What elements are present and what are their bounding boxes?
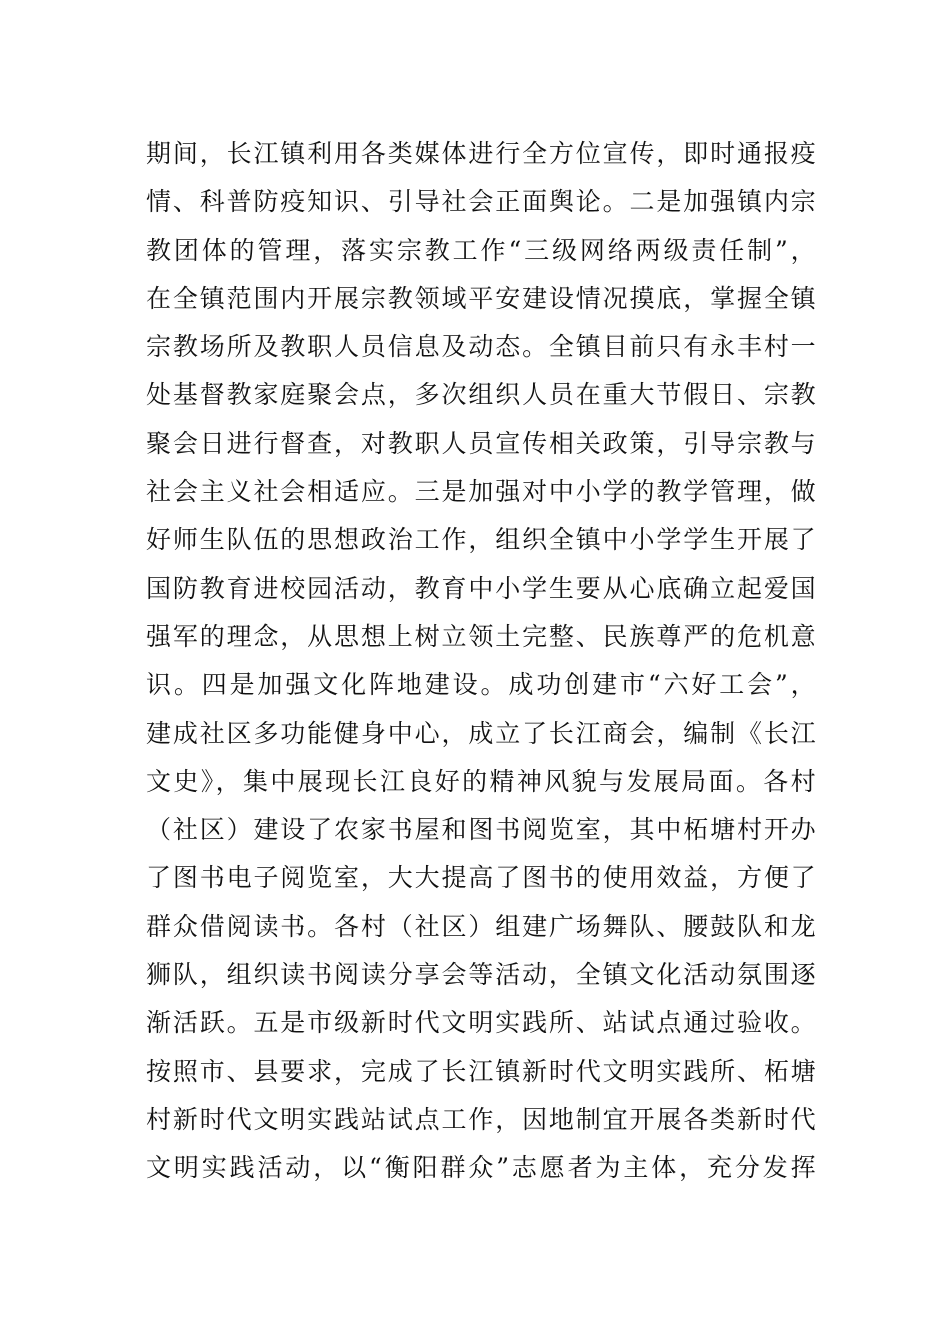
text-line: 了图书电子阅览室，大大提高了图书的使用效益，方便了 [146, 863, 816, 893]
text-line: 情、科普防疫知识、引导社会正面舆论。二是加强镇内宗 [146, 187, 816, 217]
text-line: 识。四是加强文化阵地建设。成功创建市“六好工会”， [146, 670, 816, 700]
text-line: 聚会日进行督查，对教职人员宣传相关政策，引导宗教与 [146, 428, 816, 458]
text-line: 处基督教家庭聚会点，多次组织人员在重大节假日、宗教 [146, 380, 816, 410]
text-line: 宗教场所及教职人员信息及动态。全镇目前只有永丰村一 [146, 332, 816, 362]
text-line: 期间，长江镇利用各类媒体进行全方位宣传，即时通报疫 [146, 139, 816, 168]
text-line: 好师生队伍的思想政治工作，组织全镇中小学学生开展了 [146, 525, 816, 555]
text-line: 村新时代文明实践站试点工作，因地制宜开展各类新时代 [146, 1104, 816, 1134]
text-line: （社区）建设了农家书屋和图书阅览室，其中柘塘村开办 [146, 815, 816, 845]
text-line: 群众借阅读书。各村（社区）组建广场舞队、腰鼓队和龙 [146, 911, 816, 941]
text-line: 渐活跃。五是市级新时代文明实践所、站试点通过验收。 [146, 1008, 816, 1038]
body-paragraph [146, 130, 816, 1193]
text-line: 在全镇范围内开展宗教领域平安建设情况摸底，掌握全镇 [146, 283, 816, 313]
text-line: 教团体的管理，落实宗教工作“三级网络两级责任制”， [146, 235, 816, 265]
text-line: 社会主义社会相适应。三是加强对中小学的教学管理，做 [146, 477, 816, 507]
text-line: 文史》，集中展现长江良好的精神风貌与发展局面。各村 [146, 766, 816, 796]
text-line: 强军的理念，从思想上树立领土完整、民族尊严的危机意 [146, 621, 816, 651]
text-line: 按照市、县要求，完成了长江镇新时代文明实践所、柘塘 [146, 1056, 816, 1086]
text-line: 国防教育进校园活动，教育中小学生要从心底确立起爱国 [146, 573, 816, 603]
text-line: 文明实践活动，以“衡阳群众”志愿者为主体，充分发挥 [146, 1153, 816, 1183]
text-line: 狮队，组织读书阅读分享会等活动，全镇文化活动氛围逐 [146, 960, 816, 990]
text-line: 建成社区多功能健身中心，成立了长江商会，编制《长江 [146, 718, 816, 748]
